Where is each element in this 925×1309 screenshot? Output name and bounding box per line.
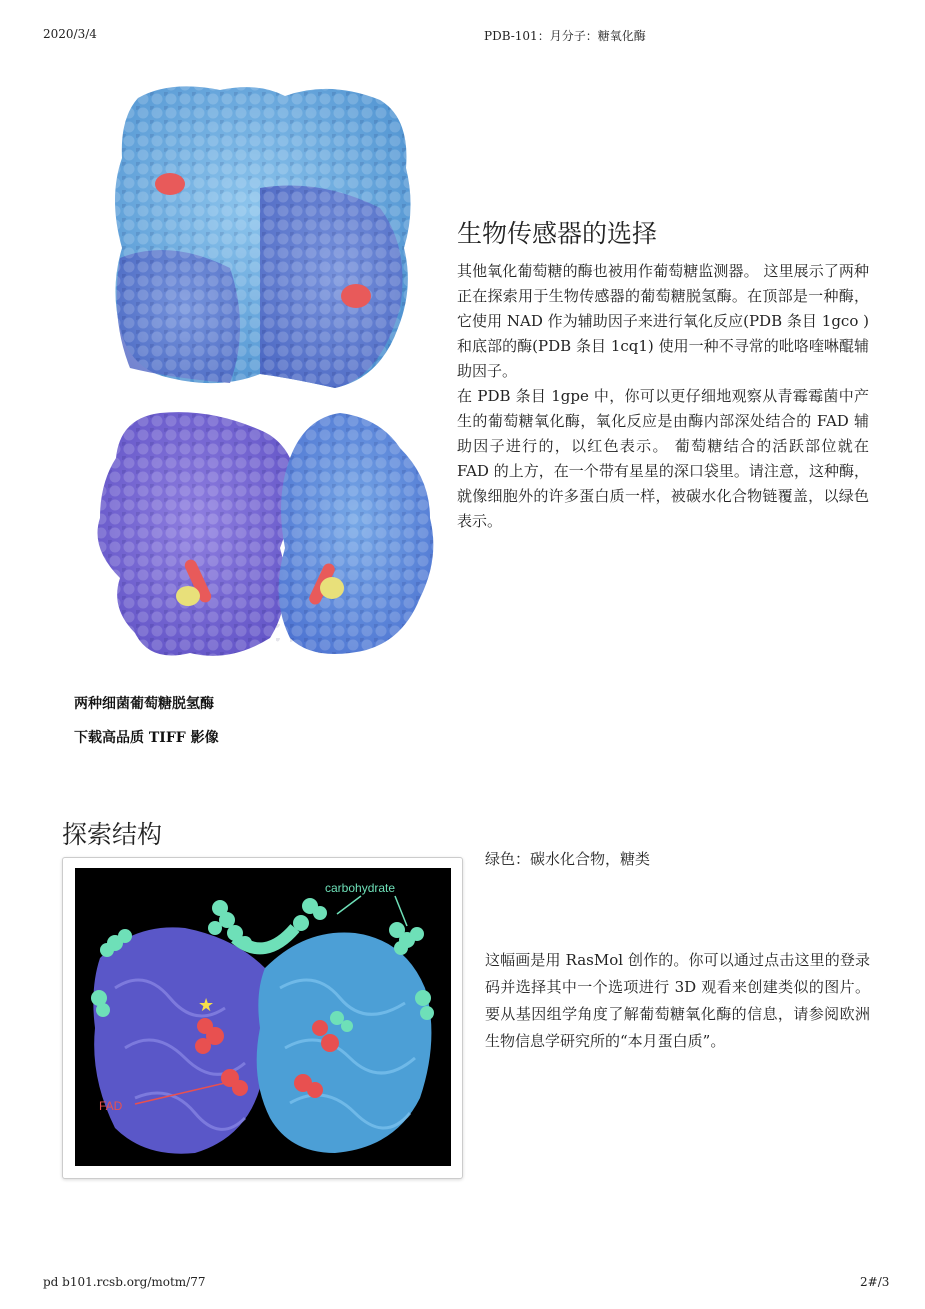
glucose-oxidase-paragraph: 在 PDB 条目 1gpe 中，你可以更仔细地观察从青霉霉菌中产生的葡萄糖氧化酶，氧化反应是由酶内部深处结合的 FAD 辅助因子进行的，以红色表示。 葡萄糖结合的活跃部位就在 FAD 的上方，在一个带有星星的深口袋里。请注意，这种酶，就像细胞外的许多蛋白质一样，被碳水化合物链覆盖，以绿色表示。 <box>457 387 869 530</box>
fad-label: FAD <box>99 1099 123 1113</box>
section-heading-explore: 探索结构 <box>62 820 163 849</box>
footer-page-number: 2#/3 <box>860 1275 890 1289</box>
print-date: 2020/3/4 <box>43 27 97 41</box>
svg-text:★: ★ <box>198 995 215 1016</box>
glucose-oxidase-structure-figure <box>75 868 451 1166</box>
biosensor-paragraph: 其他氧化葡萄糖的酶也被用作葡萄糖监测器。 这里展示了两种正在探索用于生物传感器的葡萄糖脱氢酶。在顶部是一种酶，它使用 NAD 作为辅助因子来进行氧化反应(PDB 条目 1gco )和底部的酶(PDB 条目 1cq1) 使用一种不寻常的吡咯喹啉醌辅助因子。 <box>457 262 869 380</box>
carbohydrate-label: carbohydrate <box>325 881 396 895</box>
section-heading-biosensor: 生物传感器的选择 <box>457 219 658 248</box>
glucose-dehydrogenase-figure <box>80 78 442 668</box>
download-tiff-link[interactable]: 下载高品质 TIFF 影像 <box>74 730 219 746</box>
print-title: PDB-101：月分子：糖氧化酶 <box>484 29 646 43</box>
structure-figure-frame <box>62 857 463 1179</box>
rasmol-paragraph: 这幅画是用 RasMol 创作的。你可以通过点击这里的登录码并选择其中一个选项进行 3D 观看来创建类似的图片。 要从基因组学角度了解葡萄糖氧化酶的信息，请参阅欧洲生物信息学研究所的“本月蛋白质”。 <box>485 951 870 1050</box>
figure1-caption: 两种细菌葡萄糖脱氢酶 <box>74 696 214 712</box>
green-legend: 绿色：碳水化合物，糖类 <box>485 850 651 868</box>
footer-url: pd b101.rcsb.org/motm/77 <box>43 1275 206 1289</box>
